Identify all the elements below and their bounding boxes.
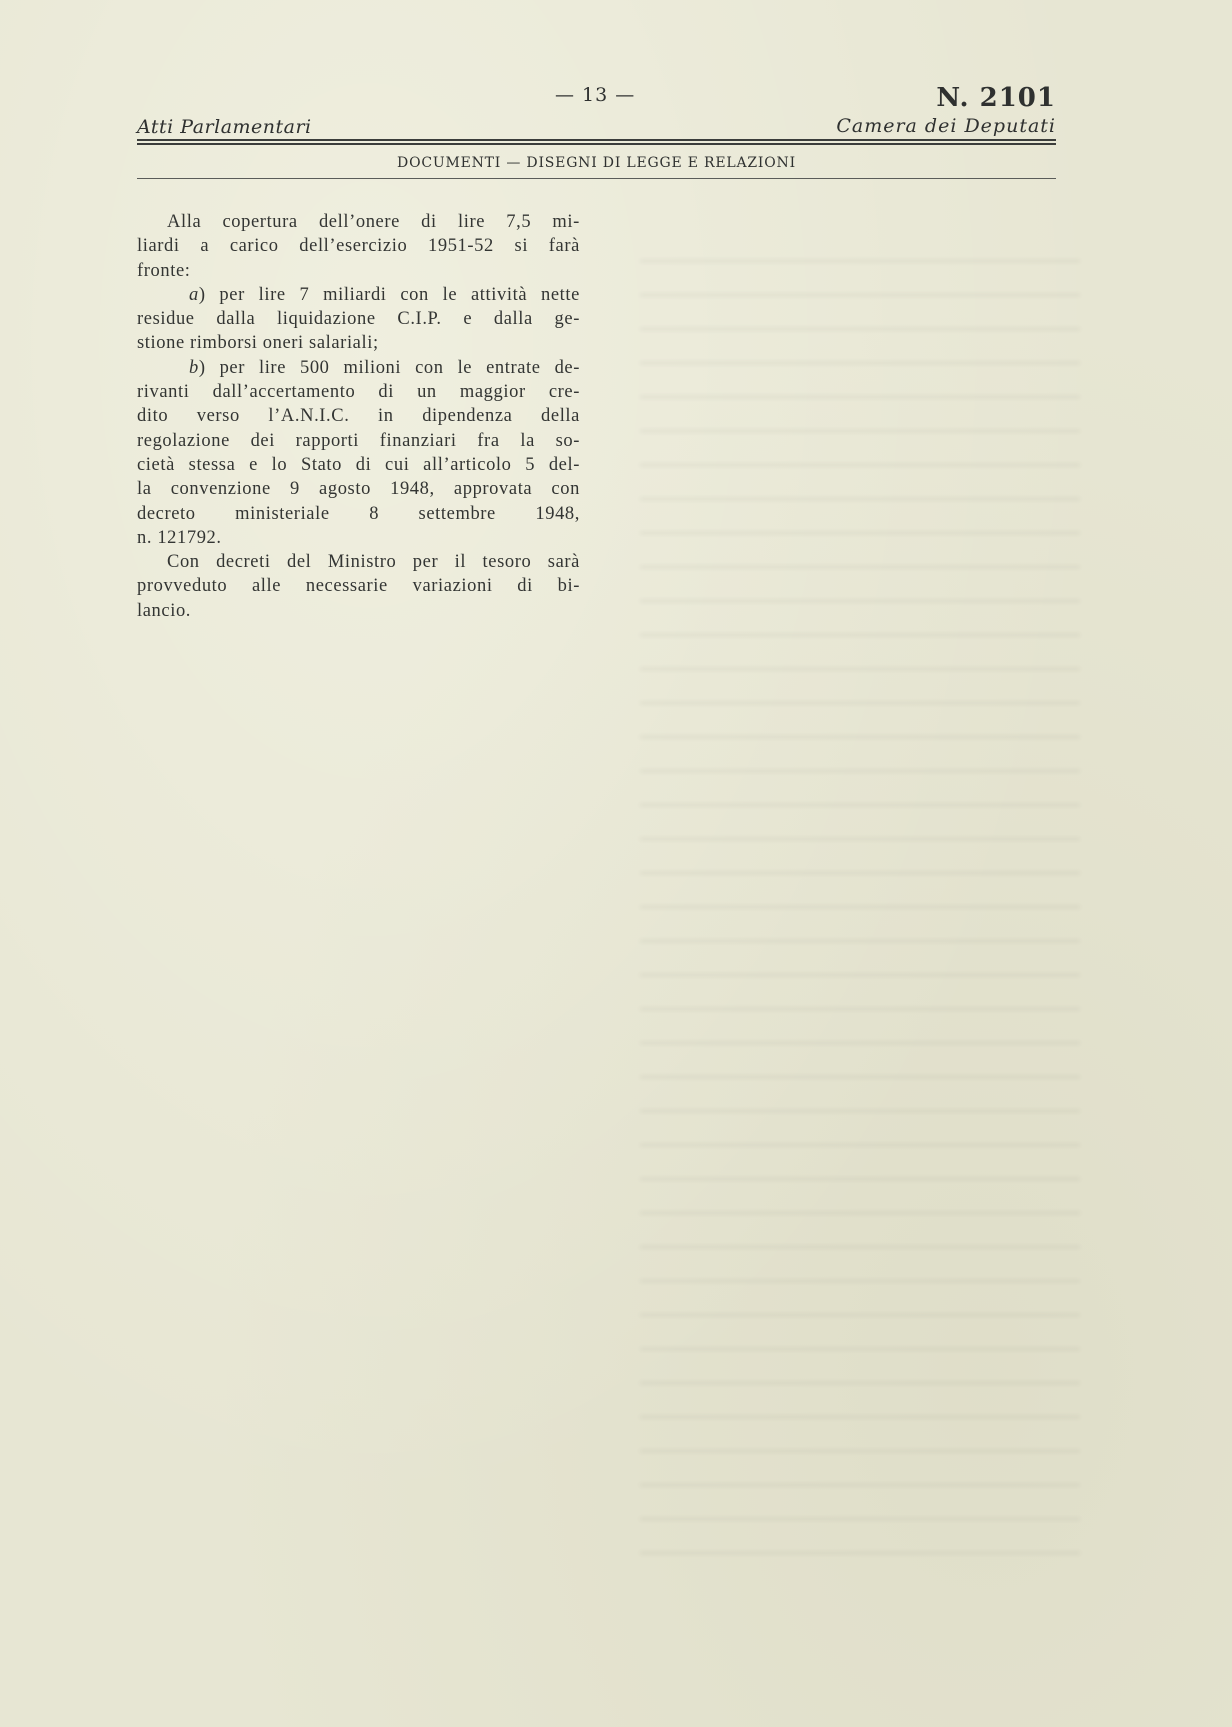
- body-line: [137, 331, 580, 355]
- word: Stato: [300, 454, 342, 475]
- body-line: [137, 404, 580, 428]
- word: si: [514, 236, 529, 257]
- word: maggior: [459, 382, 526, 403]
- word: liardi: [137, 236, 180, 257]
- body-line: [137, 283, 580, 307]
- word: e: [463, 309, 473, 330]
- body-line: [137, 599, 580, 623]
- body-line: [137, 502, 580, 526]
- word: necessarie: [305, 576, 388, 597]
- body-line: [137, 550, 580, 574]
- word: tesoro: [482, 552, 532, 573]
- word: 1948,: [535, 503, 580, 524]
- word: Alla: [167, 212, 202, 232]
- word: dalla: [493, 309, 533, 330]
- word: regolazione: [137, 430, 230, 451]
- word: 5: [525, 454, 536, 475]
- word: il: [454, 552, 467, 573]
- word: un: [417, 382, 437, 403]
- document-number: N. 2101: [936, 83, 1056, 113]
- word: stione: [137, 333, 185, 354]
- word: a: [200, 236, 210, 257]
- word: la: [137, 479, 152, 500]
- word: b): [189, 357, 206, 378]
- header-rule-top: [137, 139, 1056, 141]
- word: con: [400, 284, 429, 305]
- word: di: [421, 212, 437, 232]
- word: variazioni: [412, 576, 493, 597]
- word: ge-: [554, 309, 580, 330]
- word: dell’esercizio: [299, 236, 408, 257]
- word: 8: [369, 503, 380, 524]
- word: carico: [229, 236, 279, 257]
- word: cui: [385, 454, 410, 475]
- word: bi-: [557, 576, 580, 597]
- word: la: [520, 430, 535, 451]
- word: liquidazione: [277, 309, 376, 330]
- body-line: [137, 234, 580, 258]
- word: di: [378, 382, 394, 403]
- word: all’articolo: [423, 454, 512, 475]
- word: le: [457, 357, 473, 378]
- word: entrate: [486, 357, 541, 378]
- word: ministeriale: [235, 503, 330, 524]
- body-line: [137, 259, 580, 283]
- body-line: [137, 307, 580, 331]
- word: n.: [137, 527, 153, 548]
- body-line: [137, 429, 580, 453]
- word: nette: [540, 284, 580, 305]
- word: a): [189, 284, 206, 305]
- word: alle: [252, 576, 282, 597]
- word: del: [287, 552, 312, 573]
- word: provveduto: [137, 576, 228, 597]
- word: cre-: [548, 382, 580, 403]
- body-line: [137, 380, 580, 404]
- word: decreti: [216, 552, 271, 573]
- word: fronte:: [137, 260, 191, 281]
- word: con: [551, 479, 580, 500]
- header-left-title: Atti Parlamentari: [137, 116, 312, 138]
- show-through-bleed: [640, 260, 1080, 1560]
- word: 500: [299, 357, 330, 378]
- word: 7,5: [506, 212, 532, 232]
- body-line: [137, 453, 580, 477]
- word: del-: [548, 454, 580, 475]
- word: l’A.N.I.C.: [268, 406, 350, 427]
- word: settembre: [418, 503, 496, 524]
- word: per: [219, 357, 245, 378]
- word: copertura: [222, 212, 298, 232]
- body-line: [137, 356, 580, 380]
- word: lire: [457, 212, 486, 232]
- word: residue: [137, 309, 195, 330]
- word: di: [517, 576, 533, 597]
- word: agosto: [319, 479, 371, 500]
- body-line: [137, 210, 580, 234]
- word: rivanti: [137, 382, 190, 403]
- word: decreto: [137, 503, 196, 524]
- page-number: — 13 —: [555, 84, 636, 106]
- word: convenzione: [170, 479, 271, 500]
- word: in: [378, 406, 394, 427]
- word: 121792.: [157, 527, 222, 548]
- word: finanziari: [379, 430, 457, 451]
- word: Ministro: [327, 552, 397, 573]
- word: dalla: [216, 309, 256, 330]
- word: verso: [196, 406, 240, 427]
- word: salariali;: [309, 333, 379, 354]
- word: lire: [258, 357, 287, 378]
- body-line: [137, 574, 580, 598]
- header-rule-bottom: [137, 143, 1056, 145]
- word: lancio.: [137, 600, 192, 621]
- word: di: [355, 454, 372, 475]
- body-line: [137, 526, 580, 550]
- header-right-title: Camera dei Deputati: [836, 115, 1056, 137]
- word: le: [442, 284, 458, 305]
- word: dell’onere: [318, 212, 400, 232]
- word: attività: [471, 284, 528, 305]
- word: de-: [554, 357, 580, 378]
- word: con: [415, 357, 444, 378]
- word: dall’accertamento: [212, 382, 356, 403]
- word: rimborsi: [190, 333, 258, 354]
- word: e: [249, 454, 258, 475]
- word: approvata: [453, 479, 533, 500]
- word: dipendenza: [422, 406, 513, 427]
- word: mi-: [552, 212, 580, 232]
- word: per: [412, 552, 439, 573]
- word: stessa: [188, 454, 236, 475]
- word: dei: [250, 430, 275, 451]
- word: fra: [477, 430, 500, 451]
- section-title: DOCUMENTI — DISEGNI DI LEGGE E RELAZIONI: [397, 155, 796, 171]
- word: oneri: [262, 333, 304, 354]
- word: C.I.P.: [397, 309, 442, 330]
- word: 1948,: [390, 479, 435, 500]
- word: Con: [167, 552, 200, 573]
- word: milioni: [343, 357, 402, 378]
- word: 7: [299, 284, 310, 305]
- word: rapporti: [295, 430, 360, 451]
- word: sarà: [547, 552, 580, 573]
- word: lire: [258, 284, 286, 305]
- word: della: [541, 406, 580, 427]
- word: per: [219, 284, 245, 305]
- word: 9: [290, 479, 300, 500]
- word: 1951-52: [428, 236, 494, 257]
- word: miliardi: [323, 284, 387, 305]
- word: so-: [555, 430, 580, 451]
- word: lo: [271, 454, 288, 475]
- body-text: [137, 210, 580, 623]
- word: dito: [137, 406, 169, 427]
- word: farà: [548, 236, 580, 257]
- word: cietà: [137, 454, 175, 475]
- body-line: [137, 477, 580, 501]
- section-rule: [137, 178, 1056, 179]
